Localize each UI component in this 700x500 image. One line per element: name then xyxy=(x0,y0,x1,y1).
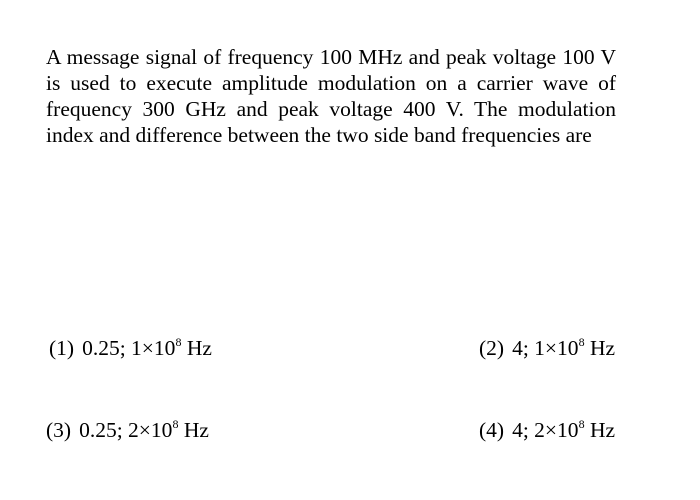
option-number: (2) xyxy=(479,336,505,360)
option-unit: Hz xyxy=(584,336,616,360)
option-value: 0.25; 2×10 xyxy=(79,418,173,442)
option-unit: Hz xyxy=(584,418,616,442)
question-line: index and difference between the two side band frequencies are xyxy=(46,123,592,147)
question-line: A message signal of frequency 100 MHz and peak voltage 100 V xyxy=(46,45,616,69)
question-line: frequency 300 GHz and peak voltage 400 V. The modulation xyxy=(46,97,616,121)
option-number: (3) xyxy=(46,418,72,442)
option-unit: Hz xyxy=(178,418,209,442)
option-1[interactable] xyxy=(49,335,212,361)
option-unit: Hz xyxy=(181,336,212,360)
option-3[interactable] xyxy=(46,417,209,443)
option-value: 4; 2×10 xyxy=(512,418,579,442)
question-line: is used to execute amplitude modulation on a carrier wave of xyxy=(46,71,616,95)
option-value: 4; 1×10 xyxy=(512,336,579,360)
option-exponent: 8 xyxy=(175,335,182,349)
option-exponent: 8 xyxy=(578,417,585,431)
option-4[interactable] xyxy=(479,417,615,443)
question-text xyxy=(46,44,616,148)
option-number: (1) xyxy=(49,336,75,360)
option-exponent: 8 xyxy=(578,335,585,349)
option-number: (4) xyxy=(479,418,505,442)
option-exponent: 8 xyxy=(172,417,179,431)
option-value: 0.25; 1×10 xyxy=(82,336,176,360)
option-2[interactable] xyxy=(479,335,615,361)
